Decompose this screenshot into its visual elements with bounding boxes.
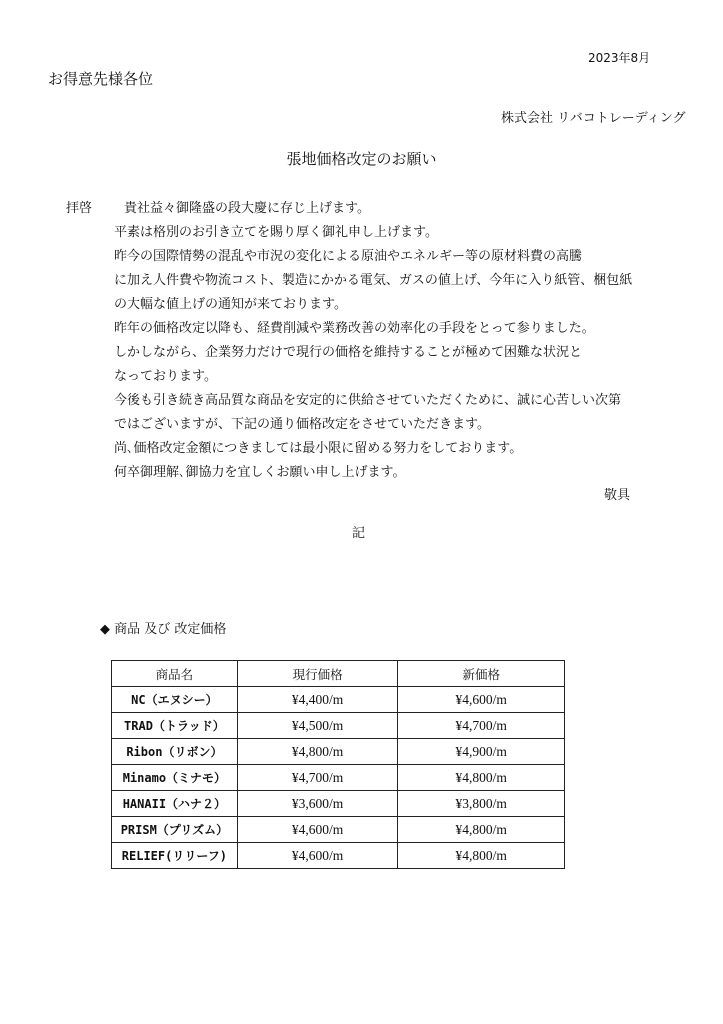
addressee: お得意先様各位 [48, 70, 154, 88]
current-price: ¥4,500/m [237, 713, 398, 739]
current-price: ¥4,400/m [237, 687, 398, 713]
new-price: ¥3,800/m [398, 791, 565, 817]
body-line: しかしながら、企業努力だけで現行の価格を維持することが極めて困難な状況と [114, 345, 583, 360]
new-price: ¥4,800/m [398, 765, 565, 791]
new-price: ¥4,800/m [398, 843, 565, 869]
product-name: NC（エヌシー） [112, 687, 238, 713]
table-row [112, 791, 565, 817]
new-price: ¥4,900/m [398, 739, 565, 765]
body-line: 尚､価格改定金額につきましては最小限に留める努力をしております。 [114, 441, 523, 456]
section-heading: ◆ 商品 及び 改定価格 [100, 622, 227, 637]
closing-keigu: 敬具 [604, 488, 631, 503]
body-line: に加え人件費や物流コスト、製造にかかる電気、ガスの値上げ、今年に入り紙管、梱包紙 [114, 273, 633, 288]
body-line: なっております。 [114, 369, 217, 384]
new-price: ¥4,600/m [398, 687, 565, 713]
body-line: 平素は格別のお引き立てを賜り厚く御礼申し上げます。 [114, 225, 438, 240]
salutation-haikei: 拝啓 [66, 201, 93, 216]
product-name: TRAD（トラッド） [112, 713, 238, 739]
table-row [112, 687, 565, 713]
table-row [112, 765, 565, 791]
body-line: 貴社益々御隆盛の段大慶に存じ上げます。 [124, 201, 370, 216]
product-name: PRISM（プリズム） [112, 817, 238, 843]
column-header-product: 商品名 [112, 661, 238, 687]
table-row [112, 843, 565, 869]
body-line: 昨年の価格改定以降も、経費削減や業務改善の効率化の手段をとって参りました。 [114, 321, 595, 336]
letter-date: 2023年8月 [588, 51, 651, 65]
table-row [112, 713, 565, 739]
new-price: ¥4,800/m [398, 817, 565, 843]
product-name: Ribon（リボン） [112, 739, 238, 765]
table-header-row [112, 661, 565, 687]
table-row [112, 739, 565, 765]
product-name: RELIEF(リリーフ) [112, 843, 238, 869]
current-price: ¥4,700/m [237, 765, 398, 791]
column-header-current-price: 現行価格 [237, 661, 398, 687]
product-name: HANAII（ハナ２） [112, 791, 238, 817]
new-price: ¥4,700/m [398, 713, 565, 739]
column-header-new-price: 新価格 [398, 661, 565, 687]
price-table [111, 660, 565, 869]
sender-company: 株式会社 リバコトレーディング [501, 111, 686, 126]
body-line: 今後も引き続き高品質な商品を安定的に供給させていただくために、誠に心苦しい次第 [114, 393, 622, 408]
current-price: ¥4,600/m [237, 843, 398, 869]
body-line: 何卒御理解､御協力を宜しくお願い申し上げます。 [114, 465, 406, 480]
product-name: Minamo（ミナモ） [112, 765, 238, 791]
body-line: 昨今の国際情勢の混乱や市況の変化による原油やエネルギー等の原材料費の高騰 [114, 249, 583, 264]
table-row [112, 817, 565, 843]
letter-title: 張地価格改定のお願い [286, 150, 437, 168]
body-line: の大幅な値上げの通知が来ております。 [114, 297, 347, 312]
current-price: ¥4,600/m [237, 817, 398, 843]
current-price: ¥4,800/m [237, 739, 398, 765]
ki-marker: 記 [352, 526, 366, 541]
current-price: ¥3,600/m [237, 791, 398, 817]
body-line: ではございますが、下記の通り価格改定をさせていただきます。 [114, 417, 490, 432]
